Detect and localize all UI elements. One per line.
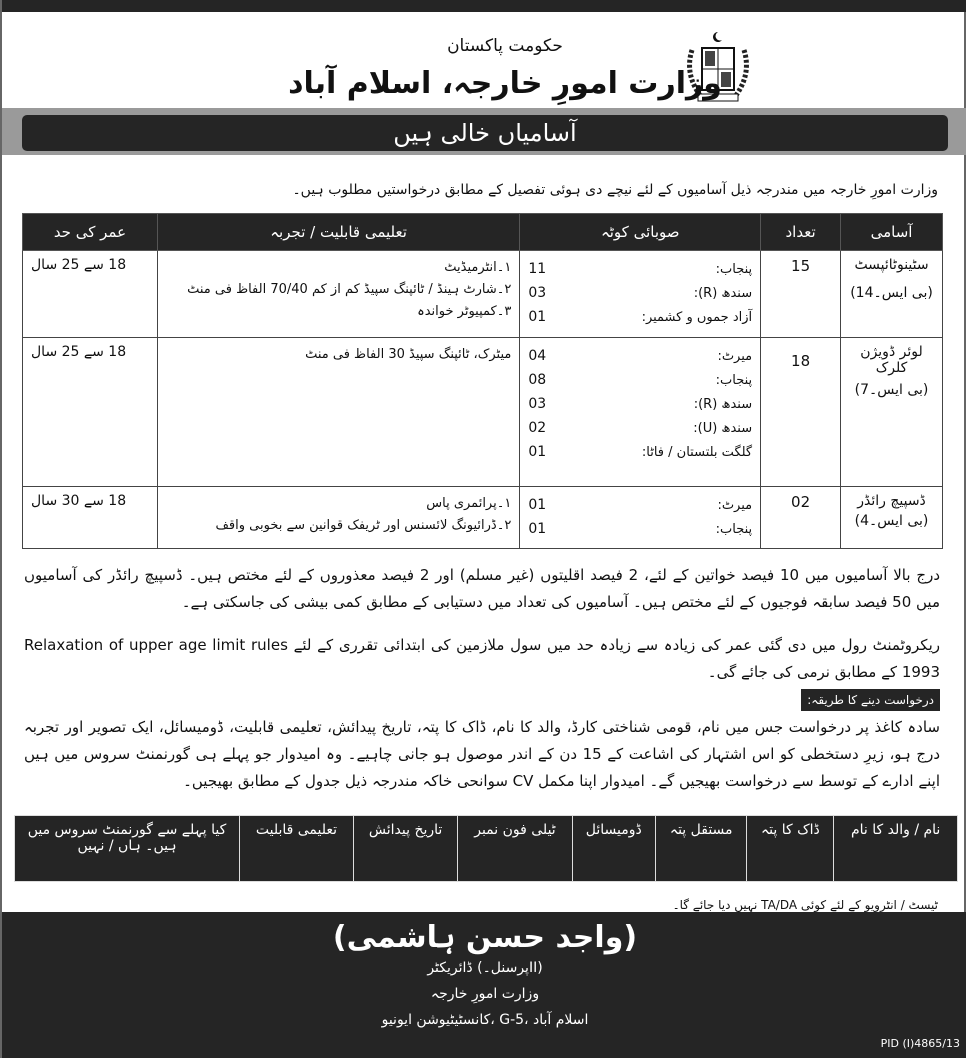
quota-item bbox=[528, 305, 752, 329]
qualification-line: ۱۔پرائمری پاس bbox=[426, 496, 512, 511]
post-scale: (بی ایس۔14) bbox=[850, 285, 933, 301]
table-row bbox=[23, 487, 943, 549]
post-scale: (بی ایس۔4) bbox=[854, 513, 929, 529]
pid-number: PID (I)4865/13 bbox=[880, 1037, 960, 1050]
quota-number: 04 bbox=[528, 348, 547, 364]
ministry-title: وزارت امورِ خارجہ، اسلام آباد bbox=[288, 66, 722, 101]
quota-number: 01 bbox=[528, 497, 547, 513]
quota-number: 02 bbox=[528, 420, 547, 436]
quota-item bbox=[528, 493, 752, 517]
intro-text: وزارت امورِ خارجہ میں مندرجہ ذیل آسامیوں کے لئے نیچے دی ہوئی تفصیل کے مطابق درخواستیں مطلوب ہیں۔ bbox=[292, 182, 938, 198]
quota-label: پنجاب: bbox=[715, 372, 753, 388]
qualification-line: ۱۔انٹرمیڈیٹ bbox=[444, 260, 512, 275]
quota-label: سندھ (U): bbox=[693, 420, 753, 436]
quota-item bbox=[528, 392, 752, 416]
cv-format-table bbox=[14, 815, 958, 882]
quota-label: آزاد جموں و کشمیر: bbox=[641, 309, 753, 325]
age-limit: 18 سے 25 سال bbox=[23, 338, 158, 487]
cv-column: نام / والد کا نام bbox=[834, 816, 958, 882]
header-count: تعداد bbox=[761, 214, 841, 251]
qualification-line: ۲۔ڈرائیونگ لائسنس اور ٹریفک قوانین سے بخوبی واقف bbox=[215, 518, 512, 533]
quota-number: 01 bbox=[528, 444, 547, 460]
quota-label: پنجاب: bbox=[715, 521, 753, 537]
quota-item bbox=[528, 257, 752, 281]
age-limit: 18 سے 30 سال bbox=[23, 487, 158, 549]
quota-item bbox=[528, 440, 752, 464]
header-qualification: تعلیمی قابلیت / تجربہ bbox=[157, 214, 519, 251]
signatory-address: کانسٹیٹیوشن ایونیو، G-5، اسلام آباد bbox=[381, 1012, 589, 1028]
post-count: 15 bbox=[761, 251, 841, 338]
application-method-text: سادہ کاغذ پر درخواست جس میں نام، قومی شناختی کارڈ، والد کا نام، ڈاک کا پتہ، تاریخ پیدائش، تعلیمی قابلیت، ڈومیسائل، ایک تصویر اور تجربہ درج ہو، زیرِ دستخطی کو اس اشتہار کی اشاعت کے 15 دن کے اندر موصول ہو جانی چاہیے۔ وہ امیدوار جو پہلے ہی گورنمنٹ سروس میں ہیں اپنے ادارے کے توسط سے درخواست بھیجیں گے۔ امیدوار اپنا مکمل CV سوانحی خاکہ مندرجہ ذیل جدول کے مطابق بھیجیں۔ bbox=[24, 718, 940, 790]
post-scale: (بی ایس۔7) bbox=[854, 382, 929, 398]
signature-block bbox=[2, 912, 966, 1058]
table-row bbox=[23, 251, 943, 338]
quota-note: درج بالا آسامیوں میں 10 فیصد خواتین کے لئے، 2 فیصد اقلیتوں (غیر مسلم) اور 2 فیصد معذوروں کے لئے مختص ہیں۔ ڈسپیچ رائڈر کی آسامیوں میں 50 فیصد سابقہ فوجیوں کے لئے مختص ہیں۔ آسامیوں کی تعداد میں دستیابی کے مطابق کمی بیشی کی جاسکتی ہے۔ bbox=[24, 566, 940, 611]
quota-item bbox=[528, 281, 752, 305]
qualification-line: میٹرک، ٹائپنگ سپیڈ 30 الفاظ فی منٹ bbox=[305, 347, 512, 362]
quota-number: 01 bbox=[528, 309, 547, 325]
cv-column: ڈومیسائل bbox=[572, 816, 655, 882]
post-name: ڈسپیچ رائڈر bbox=[857, 493, 926, 509]
cv-format-row bbox=[15, 816, 958, 882]
age-relaxation-note: ریکروٹمنٹ رول میں دی گئی عمر کی زیادہ سے زیادہ حد میں سول ملازمین کی ابتدائی تقرری کے لئے Relaxation of upper age limit rules 1993 کے مطابق نرمی کی جائے گی۔ bbox=[24, 636, 940, 681]
quota-number: 08 bbox=[528, 372, 547, 388]
quota-number: 03 bbox=[528, 285, 547, 301]
signatory-office: وزارت امورِ خارجہ bbox=[430, 986, 540, 1002]
quota-label: سندھ (R): bbox=[693, 285, 753, 301]
table-header-row bbox=[23, 214, 943, 251]
application-method-label: درخواست دینے کا طریقہ: bbox=[801, 689, 940, 711]
quota-label: گلگت بلتستان / فاٹا: bbox=[641, 444, 753, 460]
cv-column: ٹیلی فون نمبر bbox=[458, 816, 572, 882]
quota-item bbox=[528, 368, 752, 392]
signatory-designation: ڈائریکٹر (پرسنل۔II) bbox=[427, 960, 543, 976]
vacancies-table bbox=[22, 213, 943, 549]
government-label: حکومت پاکستان bbox=[447, 36, 563, 56]
quota-number: 11 bbox=[528, 261, 547, 277]
quota-number: 01 bbox=[528, 521, 547, 537]
age-limit: 18 سے 25 سال bbox=[23, 251, 158, 338]
header-age: عمر کی حد bbox=[23, 214, 158, 251]
header-quota: صوبائی کوٹہ bbox=[520, 214, 761, 251]
quota-label: سندھ (R): bbox=[693, 396, 753, 412]
ta-da-note: ٹیسٹ / انٹرویو کے لئے کوئی TA/DA نہیں دیا جائے گا۔ bbox=[672, 898, 938, 912]
cv-column: تعلیمی قابلیت bbox=[240, 816, 354, 882]
quota-label: میرٹ: bbox=[717, 348, 753, 364]
cv-column: تاریخ پیدائش bbox=[353, 816, 457, 882]
vacancies-banner: آسامیاں خالی ہیں bbox=[22, 115, 948, 151]
post-count: 02 bbox=[761, 487, 841, 549]
top-strip bbox=[2, 0, 966, 12]
quota-label: پنجاب: bbox=[715, 261, 753, 277]
signatory-name: (واجد حسن ہاشمی) bbox=[332, 920, 638, 955]
quota-label: میرٹ: bbox=[717, 497, 753, 513]
quota-item bbox=[528, 517, 752, 541]
cv-column: کیا پہلے سے گورنمنٹ سروس میں ہیں۔ ہاں / نہیں bbox=[15, 816, 240, 882]
quota-number: 03 bbox=[528, 396, 547, 412]
header-post: آسامی bbox=[841, 214, 943, 251]
post-name: سٹینوٹائپسٹ bbox=[854, 257, 929, 273]
cv-column: مستقل پتہ bbox=[655, 816, 746, 882]
post-count: 18 bbox=[761, 338, 841, 487]
cv-column: ڈاک کا پتہ bbox=[747, 816, 834, 882]
post-name: لوئر ڈویژن کلرک bbox=[860, 344, 923, 376]
table-row bbox=[23, 338, 943, 487]
quota-item bbox=[528, 344, 752, 368]
quota-item bbox=[528, 416, 752, 440]
qualification-line: ۲۔شارٹ ہینڈ / ٹائپنگ سپیڈ کم از کم 70/40 الفاظ فی منٹ bbox=[187, 282, 512, 297]
qualification-line: ۳۔کمپیوٹر خواندہ bbox=[417, 304, 512, 319]
